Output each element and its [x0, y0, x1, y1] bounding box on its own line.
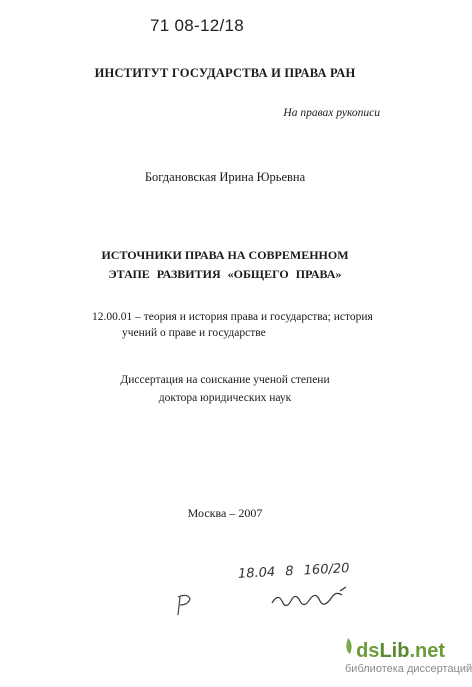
specialty-code — [92, 309, 412, 341]
title-line-1: ИСТОЧНИКИ ПРАВА НА СОВРЕМЕННОМ — [101, 248, 349, 262]
degree-line-2: доктора юридических наук — [158, 392, 292, 404]
handwritten-stamp: 18.04 8 160/20 — [237, 561, 350, 582]
dslib-watermark[interactable] — [345, 640, 472, 675]
institution-name: ИНСТИТУТ ГОСУДАРСТВА И ПРАВА РАН — [94, 66, 356, 80]
watermark-subtitle: библиотека диссертаций — [345, 663, 472, 675]
author-name: Богдановская Ирина Юрьевна — [144, 170, 306, 184]
degree-line-1: Диссертация на соискание ученой степени — [120, 374, 330, 386]
manuscript-note: На правах рукописи — [283, 107, 380, 119]
watermark-logo: dsLib.net — [356, 640, 445, 662]
handwritten-code: 71 08-12/18 — [150, 16, 245, 35]
specialty-line-2: учений о праве и государстве — [122, 327, 266, 339]
title-line-2: ЭТАПЕ РАЗВИТИЯ «ОБЩЕГО ПРАВА» — [108, 267, 342, 281]
dissertation-title — [0, 246, 450, 284]
handwritten-signature — [160, 585, 360, 625]
degree-statement — [0, 371, 450, 407]
specialty-line-1: 12.00.01 – теория и история права и государства; история — [92, 311, 373, 323]
city-year: Москва – 2007 — [187, 506, 263, 520]
